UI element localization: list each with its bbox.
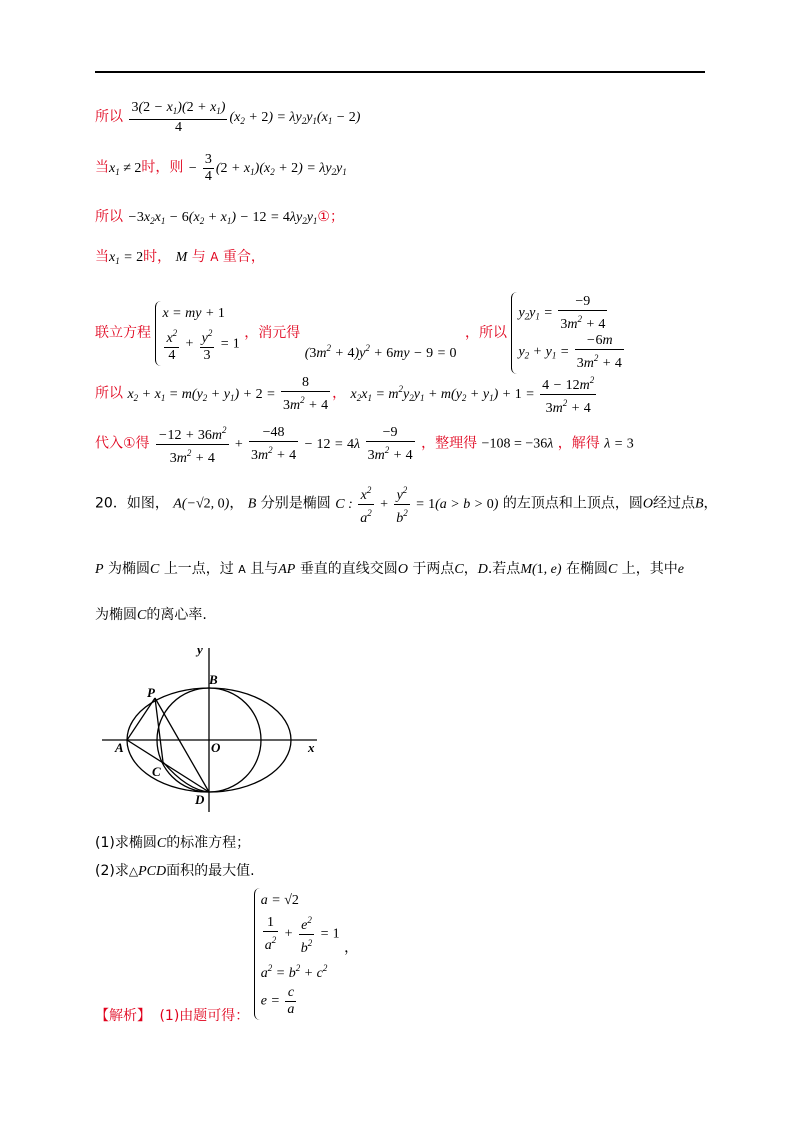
header-rule [95,71,705,73]
segment-ap [127,698,155,740]
problem-20-line-3: 为椭圆C的离心率. [95,607,207,623]
label-b: B [209,672,218,687]
equation-line-6: 所以 $x_2 + x_1 = m(y_2 + y_1) + 2$ = $\frac{8}{3m^2 + 4}$ ， $x_2x_1 = m^2y_2y_1 + m(y_2 + y_1) + 1$ = $\frac{4 - 12m^2}{3m^2 + 4}$ [95,372,598,417]
equation-1: $\frac{3(2 - x_1)(2 + x_1)}{4}$ $(x_2 + 2) = \lambda y_2y_1(x_1 - 2)$ [131,100,361,135]
ellipse-diagram [97,640,337,815]
solution-system: a = √2 $\frac{1}{a^2}$ + $\frac{e^2}{b^2}$ = 1 $a^2 = b^2 + c^2$ e = $\frac{c}{a}$ [254,888,340,1020]
solution-block: 【解析】 (1)由题可得： a = √2 $\frac{1}{a^2}$ + $\frac{e^2}{b^2}$ = 1 $a^2 = b^2 + c^2$ e = $\frac{c}{a}$ ， [95,888,358,1020]
equation-line-1: 所以 $\frac{3(2 - x_1)(2 + x_1)}{4}$ $(x_2 + 2) = \lambda y_2y_1(x_1 - 2)$ [95,100,361,135]
ellipse-figure [97,640,337,819]
equation-line-5: 联立方程 x = my + 1 $\frac{x^2}{4}$ + $\frac{y^2}{3}$ = 1 ，消元得 $(3m^2 + 4)y^2 + 6my - 9 = 0$ ，所以 $y_2y_1$ = $\frac{-9}{3m^2 + 4}$ $y_2 + y_1$ = $\frac{-6m}{3m^2 + 4}$ [95,292,626,374]
segment-pd [155,698,209,792]
label-x: x [308,740,315,755]
label-d: D [195,792,205,807]
equation-line-4: 当$x_1 = 2$时， M 与 A 重合， [95,249,265,266]
equation-line-7: 代入①得 $\frac{-12 + 36m^2}{3m^2 + 4}$ + $\frac{-48}{3m^2 + 4}$ − 12 = 4λ $\frac{-9}{3m^2 + 4}$ ，整理得 −108 = −36λ ，解得 λ = 3 [95,422,634,467]
equation-line-3: 所以 $-3x_2x_1 - 6(x_2 + x_1) - 12$ = $4\lambda y_2y_1①$； [95,209,344,226]
problem-20-line-2: P 为椭圆C 上一点，过 A 且与AP 垂直的直线交圆O 于两点C，D.若点M(1, e) 在椭圆C 上，其中e [95,561,684,577]
solution-tag: 【解析】 [95,1008,151,1024]
equation-line-2: 当$x_1 \ne 2$时，则 − $\frac{3}{4}$ $(2 + x_1)(x_2 + 2) = \lambda y_2y_1$ [95,152,347,184]
question-2: (2)求△PCD面积的最大值. [95,863,255,879]
question-1: (1)求椭圆C的标准方程； [95,835,251,851]
problem-20-line-1: 20．如图， A(−√2, 0)， B 分别是椭圆 C : $\frac{x^2}{a^2}$ + $\frac{y^2}{b^2}$ = 1(a > b > 0) 的左顶点和上顶点，圆O经过点B， [95,482,718,527]
label-y: y [197,642,203,657]
label-o: O [211,740,221,755]
label-c: C [152,764,161,779]
label-p: P [147,685,155,700]
label-a: A [115,740,124,755]
segment-ad [127,740,209,792]
